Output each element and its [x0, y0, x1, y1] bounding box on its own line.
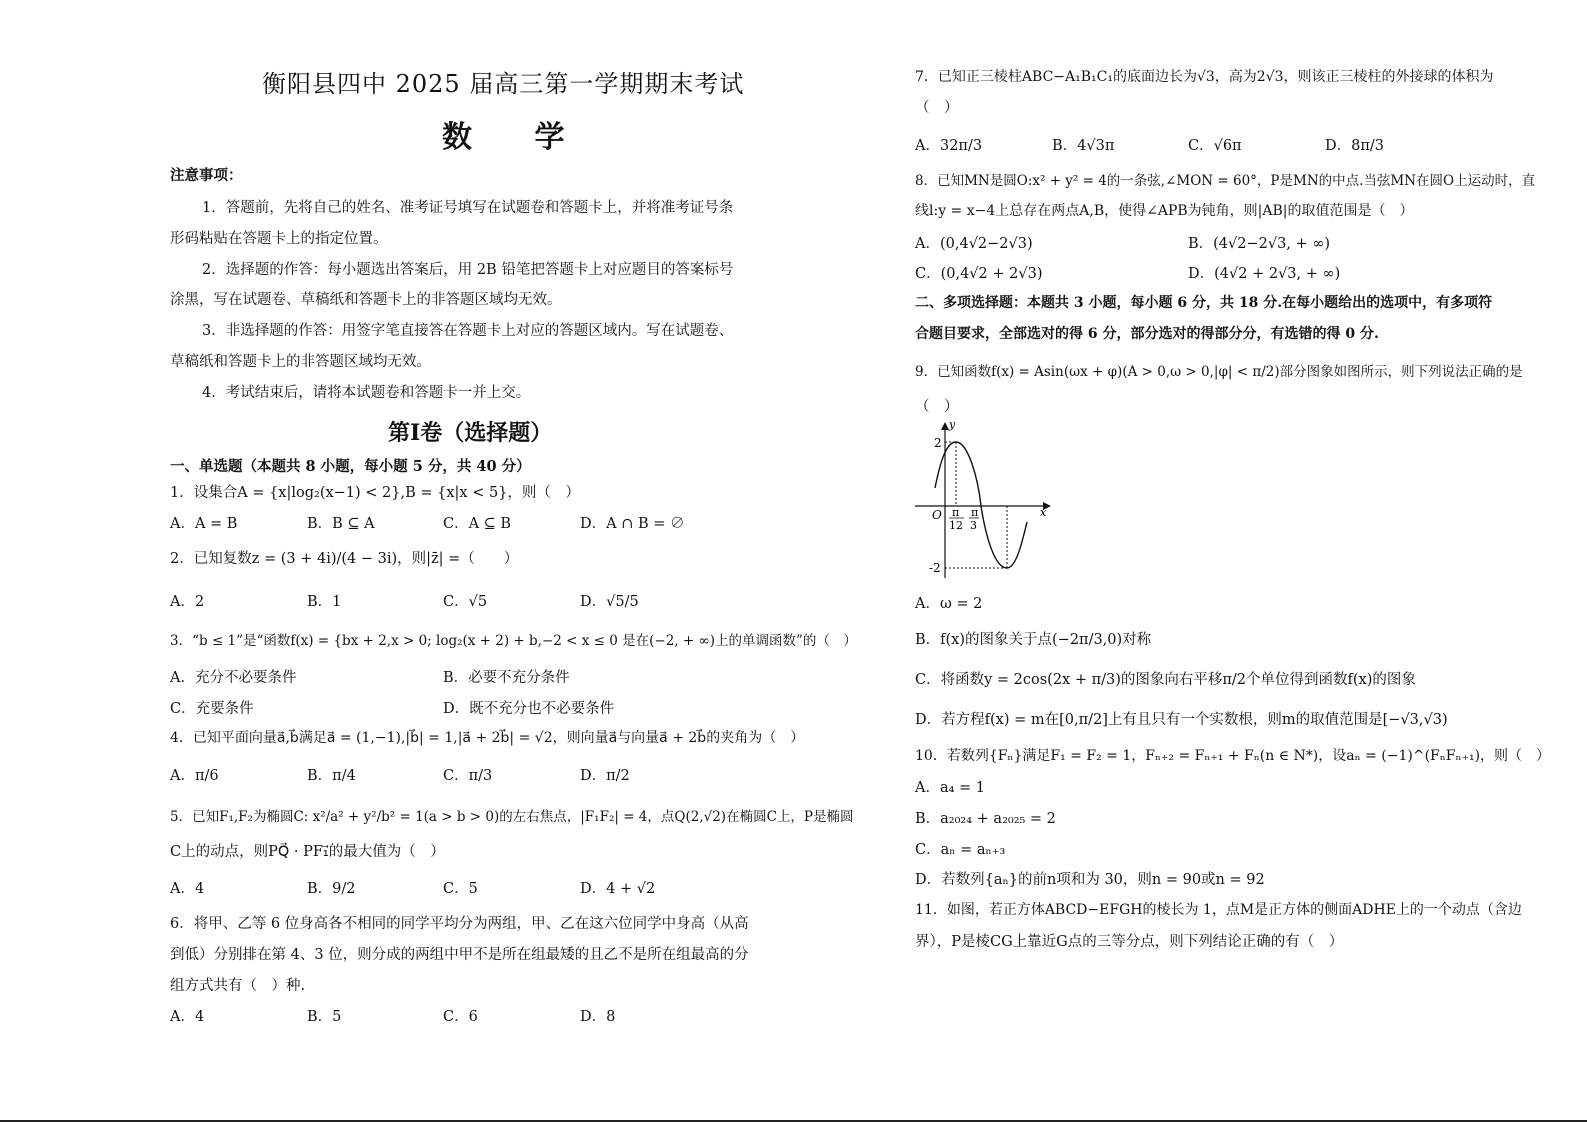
tick1-numerator: π	[952, 506, 960, 519]
q7-option-d: D．8π/3	[1325, 138, 1384, 154]
notice-item-cont: 涂黑，写在试题卷、草稿纸和答题卡上的非答题区域均无效。	[170, 292, 562, 308]
q3-option-d: D．既不充分也不必要条件	[443, 701, 615, 717]
tick1-denominator: 12	[949, 519, 963, 532]
q9-option-c: C．将函数y = 2cos(2x + π/3)的图象向右平移π/2个单位得到函数f(x)的图象	[915, 672, 1416, 688]
q7-option-c: C．√6π	[1188, 138, 1242, 154]
origin-label: O	[932, 508, 942, 522]
notice-item-cont: 形码粘贴在答题卡上的指定位置。	[170, 231, 388, 247]
q7-option-b: B．4√3π	[1052, 138, 1115, 154]
notice-item: 2．选择题的作答：每小题选出答案后，用 2B 铅笔把答题卡上对应题目的答案标号	[202, 262, 734, 278]
question-1-stem: 1．设集合A = {x|log₂(x−1) < 2},B = {x|x < 5}，则（ ）	[170, 485, 580, 501]
q6-option-a: A．4	[170, 1009, 205, 1025]
y-axis-arrow	[941, 422, 949, 430]
q8-option-b: B．(4√2−2√3, + ∞)	[1188, 236, 1331, 252]
question-8-stem: 8．已知MN是圆O:x² + y² = 4的一条弦,∠MON = 60°，P是MN的中点.当弦MN在圆O上运动时，直	[915, 173, 1536, 189]
question-9-stem-cont: （ ）	[915, 399, 959, 415]
question-6-stem: 6．将甲、乙等 6 位身高各不相同的同学平均分为两组，甲、乙在这六位同学中身高（从高	[170, 916, 749, 932]
q8-option-d: D．(4√2 + 2√3, + ∞)	[1188, 266, 1341, 282]
question-7-stem-cont: （ ）	[915, 100, 959, 116]
q1-option-d: D．A ∩ B = ∅	[580, 516, 685, 532]
y-min-label: -2	[929, 561, 941, 575]
q3-option-a: A．充分不必要条件	[170, 670, 297, 686]
section2-heading: 二、多项选择题：本题共 3 小题，每小题 6 分，共 18 分.在每小题给出的选项中，有多项符	[915, 295, 1493, 311]
section2-heading-cont: 合题目要求，全部选对的得 6 分，部分选对的得部分分，有选错的得 0 分.	[915, 326, 1379, 342]
q10-option-a: A．a₄ = 1	[915, 780, 986, 796]
q5-option-b: B．9/2	[307, 881, 356, 897]
q10-option-d: D．若数列{aₙ}的前n项和为 30，则n = 90或n = 92	[915, 872, 1265, 888]
q10-option-c: C．aₙ = aₙ₊₃	[915, 842, 1006, 858]
part1-title: 第Ⅰ卷（选择题）	[388, 420, 553, 446]
q3-option-b: B．必要不充分条件	[443, 670, 570, 686]
q5-option-a: A．4	[170, 881, 205, 897]
q1-option-c: C．A ⊆ B	[443, 516, 512, 532]
q2-option-d: D．√5/5	[580, 594, 639, 610]
q4-option-a: A．π/6	[170, 768, 219, 784]
notice-item-cont: 草稿纸和答题卡上的非答题区域均无效。	[170, 354, 431, 370]
q9-option-a: A．ω = 2	[915, 596, 983, 612]
q5-option-c: C．5	[443, 881, 478, 897]
tick2-numerator: π	[971, 506, 979, 519]
q4-option-d: D．π/2	[580, 768, 630, 784]
q5-option-d: D．4 + √2	[580, 881, 656, 897]
q2-option-c: C．√5	[443, 594, 488, 610]
sine-curve	[935, 442, 1027, 568]
notice-item: 1．答题前，先将自己的姓名、准考证号填写在试题卷和答题卡上，并将准考证号条	[202, 200, 734, 216]
question-11-stem: 11．如图，若正方体ABCD−EFGH的棱长为 1，点M是正方体的侧面ADHE上的一个动点（含边	[915, 902, 1522, 918]
q8-option-a: A．(0,4√2−2√3)	[915, 236, 1033, 252]
section1-heading: 一、单选题（本题共 8 小题，每小题 5 分，共 40 分）	[170, 458, 531, 475]
subject-title: 数 学	[442, 120, 591, 155]
tick2-denominator: 3	[970, 519, 977, 532]
q6-option-c: C．6	[443, 1009, 478, 1025]
question-3-stem: 3．“b ≤ 1”是“函数f(x) = {bx + 2,x > 0; log₂(x + 2) + b,−2 < x ≤ 0 是在(−2, + ∞)上的单调函数”的（ ）	[170, 633, 857, 649]
q4-option-c: C．π/3	[443, 768, 493, 784]
sine-graph-figure	[913, 418, 1053, 583]
q2-option-b: B．1	[307, 594, 342, 610]
q6-option-d: D．8	[580, 1009, 616, 1025]
q8-option-c: C．(0,4√2 + 2√3)	[915, 266, 1043, 282]
notice-item: 4．考试结束后，请将本试题卷和答题卡一并上交。	[202, 385, 531, 401]
q1-option-b: B．B ⊆ A	[307, 516, 375, 532]
y-axis-label: y	[949, 418, 956, 431]
question-9-stem: 9．已知函数f(x) = Asin(ωx + φ)(A > 0,ω > 0,|φ| < π/2)部分图象如图所示，则下列说法正确的是	[915, 364, 1523, 380]
x-axis-label: x	[1040, 506, 1047, 519]
q9-option-d: D．若方程f(x) = m在[0,π/2]上有且只有一个实数根，则m的取值范围是[−√3,√3)	[915, 712, 1448, 728]
q6-option-b: B．5	[307, 1009, 342, 1025]
question-10-stem: 10．若数列{Fₙ}满足F₁ = F₂ = 1，Fₙ₊₂ = Fₙ₊₁ + Fₙ(n ∈ N*)，设aₙ = (−1)^(FₙFₙ₊₁)，则（ ）	[915, 748, 1551, 764]
q9-option-b: B．f(x)的图象关于点(−2π/3,0)对称	[915, 632, 1152, 648]
q2-option-a: A．2	[170, 594, 205, 610]
q7-option-a: A．32π/3	[915, 138, 983, 154]
notice-item: 3．非选择题的作答：用签字笔直接答在答题卡上对应的答题区域内。写在试题卷、	[202, 323, 734, 339]
notice-heading: 注意事项：	[170, 167, 243, 184]
question-5-stem-cont: C上的动点，则PQ⃗ · PF₁⃗的最大值为（ ）	[170, 844, 445, 860]
question-5-stem: 5．已知F₁,F₂为椭圆C: x²/a² + y²/b² = 1(a > b > 0)的左右焦点，|F₁F₂| = 4，点Q(2,√2)在椭圆C上，P是椭圆	[170, 809, 854, 825]
question-6-stem-cont: 组方式共有（ ）种.	[170, 978, 306, 994]
question-7-stem: 7．已知正三棱柱ABC−A₁B₁C₁的底面边长为√3，高为2√3，则该正三棱柱的外接球的体积为	[915, 69, 1494, 85]
q10-option-b: B．a₂₀₂₄ + a₂₀₂₅ = 2	[915, 811, 1056, 827]
y-max-label: 2	[934, 436, 942, 450]
q3-option-c: C．充要条件	[170, 701, 254, 717]
question-6-stem-cont: 到低）分别排在第 4、3 位，则分成的两组中甲不是所在组最矮的且乙不是所在组最高的分	[170, 947, 749, 963]
q4-option-b: B．π/4	[307, 768, 356, 784]
question-2-stem: 2．已知复数z = (3 + 4i)/(4 − 3i)，则|z̄| =（ ）	[170, 551, 519, 567]
question-11-stem-cont: 界），P是棱CG上靠近G点的三等分点，则下列结论正确的有（ ）	[915, 934, 1344, 950]
exam-title: 衡阳县四中 2025 届高三第一学期期末考试	[262, 70, 745, 98]
question-8-stem-cont: 线l:y = x−4上总存在两点A,B，使得∠APB为钝角，则|AB|的取值范围是（ ）	[915, 203, 1414, 219]
question-4-stem: 4．已知平面向量a⃗,b⃗满足a⃗ = (1,−1),|b⃗| = 1,|a⃗ + 2b⃗| = √2，则向量a⃗与向量a⃗ + 2b⃗的夹角为（ ）	[170, 730, 805, 746]
q1-option-a: A．A = B	[170, 516, 238, 532]
